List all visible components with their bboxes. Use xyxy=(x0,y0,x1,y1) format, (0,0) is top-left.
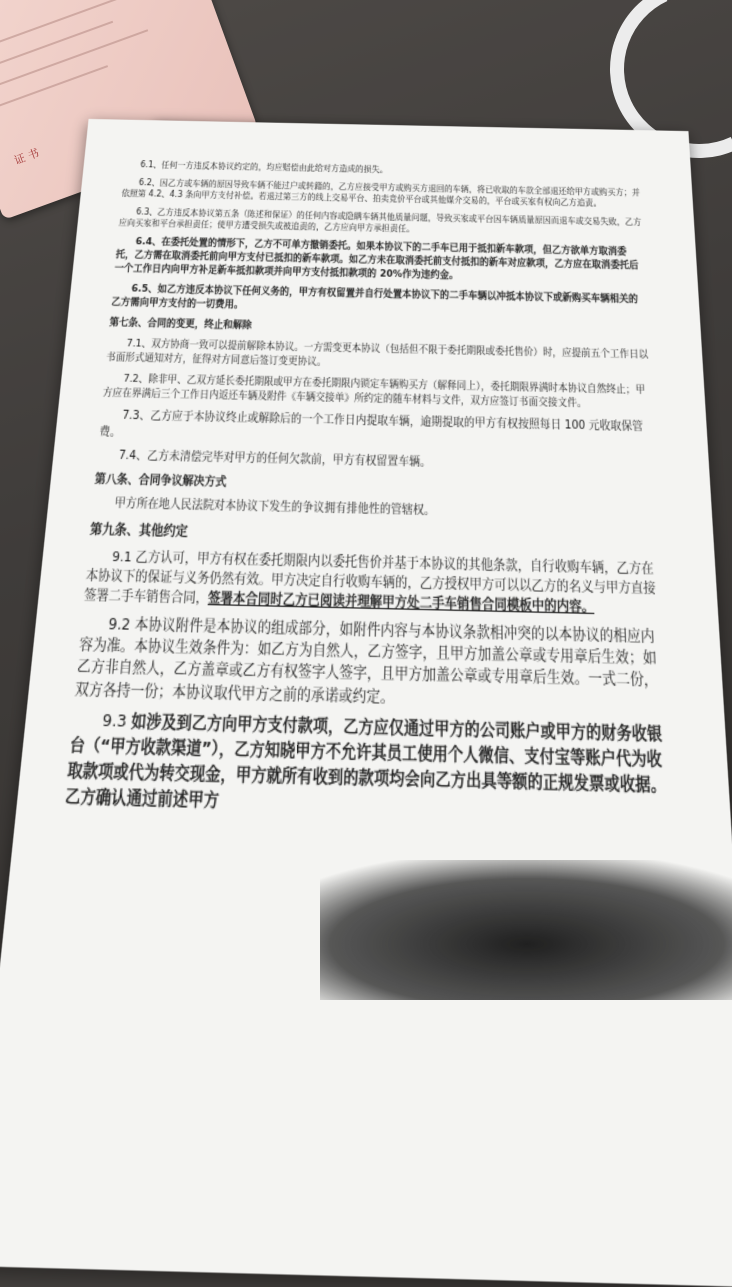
clause-9-3 xyxy=(64,710,672,826)
document-page xyxy=(0,119,732,1287)
clause-7-4: 7.4、乙方未清偿完毕对甲方的任何欠款前，甲方有权留置车辆。 xyxy=(118,450,431,470)
heading-7: 第七条、合同的变更，终止和解除 xyxy=(108,317,252,332)
clause-9-1-emphasis: 签署本合同时乙方已阅读并理解甲方处二手车销售合同模板中的内容。 xyxy=(207,589,595,616)
card-text: 证 书 xyxy=(12,146,41,168)
clause-9-3-number: 9.3 xyxy=(101,711,128,733)
heading-8: 第八条、合同争议解决方式 xyxy=(94,473,227,490)
clause-9-1 xyxy=(83,547,662,619)
clause-6-4: 6.4、在委托处置的情形下，乙方不可单方撤销委托。如果本协议下的二手车已用于抵扣新车款项，但乙方欲单方取消委托，乙方需在取消委托前向甲方支付已抵扣的新车款项。如乙方未在取消委托前支付抵扣的新车对应款项，乙方应在取消委托后一个工作日内向甲方补足新车抵扣款项并向甲方支付抵扣款项的 20%作为违约金。 xyxy=(113,236,639,282)
document-content xyxy=(63,159,672,834)
clause-6-2: 6.2、因乙方或车辆的原因导致车辆不能过户或转籍的，乙方应接受甲方或购买方退回的车辆，将已收取的车款全部退还给甲方或购买方；并依照第 4.2、4.3 条向甲方支付补偿。若退过第三方的线上交易平台、拍卖竞价平台或其他媒介交易的，平台或买家有权向乙方追责。 xyxy=(121,177,641,208)
clause-9-1-text: 9.1 乙方认可，甲方有权在委托期限内以委托售价并基于本协议的其他条款，自行收购车辆，乙方在本协议下的保证与义务仍然有效。甲方决定自行收购车辆的，乙方授权甲方可以以乙方的名义与甲方直接签署二手车销售合同， xyxy=(83,548,657,607)
phone-shadow xyxy=(320,860,732,1000)
clause-7-1: 7.1、双方协商一致可以提前解除本协议。一方需变更本协议（包括但不限于委托期限或委托售价）时，应提前五个工作日以书面形式通知对方，征得对方同意后签订变更协议。 xyxy=(105,338,649,369)
clause-6-3: 6.3、乙方违反本协议第五条（陈述和保证）的任何内容或隐瞒车辆其他质量问题，导致买家或平台因车辆质量原因而退车或交易失败，乙方应向买家和平台承担责任；使甲方遭受损失或被追责的，乙方应向甲方承担责任。 xyxy=(118,207,642,234)
clause-9-3-text: 如涉及到乙方向甲方支付款项，乙方应仅通过甲方的公司账户或甲方的财务收银台（“甲方收款渠道”），乙方知晓甲方不允许其员工使用个人微信、支付宝等账户代为收取款项或代为转交现金，甲方就所有收到的款项均会向乙方出具等额的正规发票或收据。乙方确认通过前述甲方 xyxy=(64,712,667,811)
clause-7-2: 7.2、除非甲、乙双方延长委托期限或甲方在委托期限内锁定车辆购买方（解释同上），委托期限界满时本协议自然终止；甲方应在界满后三个工作日内返还车辆及附件《车辆交接单》所约定的随车材料与文件，双方应签订书面交接文件。 xyxy=(102,374,646,411)
heading-9: 第九条、其他约定 xyxy=(89,521,189,540)
clause-6-1: 6.1、任何一方违反本协议约定的，均应赔偿由此给对方造成的损失。 xyxy=(140,160,388,175)
clause-8: 甲方所在地人民法院对本协议下发生的争议拥有排他性的管辖权。 xyxy=(113,497,436,519)
clause-7-3: 7.3、乙方应于本协议终止或解除后的一个工作日内提取车辆，逾期提取的甲方有权按照每日 100 元收取保管费。 xyxy=(98,410,644,440)
clause-9-2: 9.2 本协议附件是本协议的组成部分，如附件内容与本协议条款相冲突的以本协议的相应内容为准。本协议生效条件为：如乙方为自然人，乙方签字，且甲方加盖公章或专用章后生效；如乙方非自然人，乙方盖章或乙方有权签字人签字，且甲方加盖公章或专用章后生效。一式二份，双方各持一份；本协议取代甲方之前的承诺或约定。 xyxy=(74,615,659,707)
clause-6-5: 6.5、如乙方违反本协议下任何义务的，甲方有权留置并自行处置本协议下的二手车辆以冲抵本协议下或新购买车辆相关的乙方需向甲方支付的一切费用。 xyxy=(110,284,639,312)
